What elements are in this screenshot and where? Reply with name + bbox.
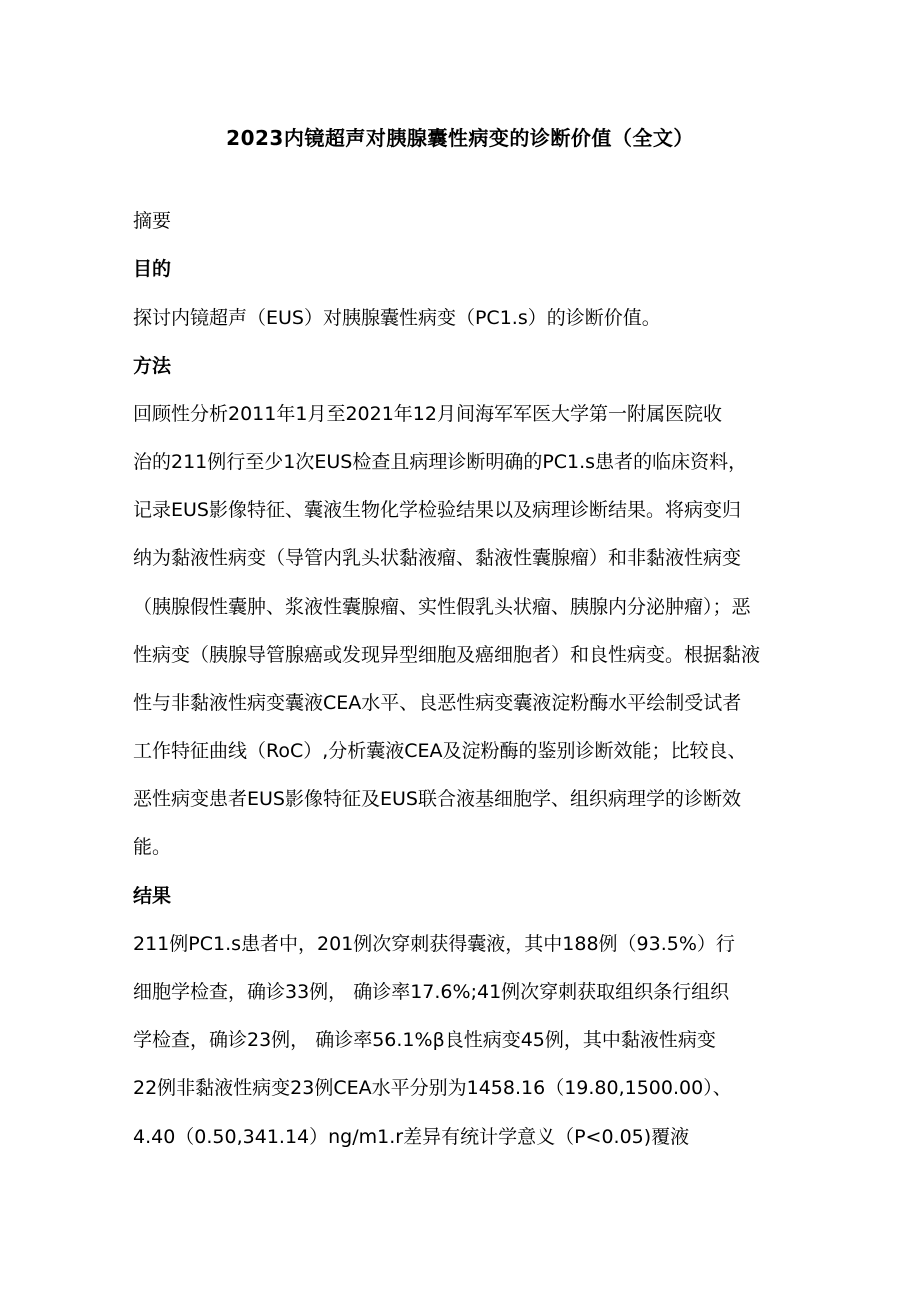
methods-line: 治的211例行至少1次EUS检查且病理诊断明确的PC1.s患者的临床资料，: [133, 451, 748, 473]
methods-heading: 方法: [133, 355, 172, 377]
methods-line: 工作特征曲线（RoC）,分析囊液CEA及淀粉酶的鉴别诊断效能；比较良、: [133, 740, 747, 762]
results-line: 学检查，确诊23例， 确诊率56.1%β良性病变45例，其中黏液性病变: [133, 1029, 716, 1051]
document-title: 2023内镜超声对胰腺囊性病变的诊断价值（全文）: [226, 126, 694, 150]
methods-line: （胰腺假性囊肿、浆液性囊腺瘤、实性假乳头状瘤、胰腺内分泌肿瘤）；恶: [133, 596, 751, 618]
methods-line: 性与非黏液性病变囊液CEA水平、良恶性病变囊液淀粉酶水平绘制受试者: [133, 692, 742, 714]
objective-line: 探讨内镜超声（EUS）对胰腺囊性病变（PC1.s）的诊断价值。: [133, 307, 661, 329]
methods-line: 纳为黏液性病变（导管内乳头状黏液瘤、黏液性囊腺瘤）和非黏液性病变: [133, 547, 742, 569]
methods-line: 记录EUS影像特征、囊液生物化学检验结果以及病理诊断结果。将病变归: [133, 499, 741, 521]
methods-line: 性病变（胰腺导管腺癌或发现异型细胞及癌细胞者）和良性病变。根据黏液: [133, 644, 761, 666]
results-line: 4.40（0.50,341.14）ng/m1.r差异有统计学意义（P<0.05)覆液: [133, 1126, 690, 1148]
methods-line: 回顾性分析2011年1月至2021年12月间海军军医大学第一附属医院收: [133, 403, 722, 425]
results-line: 22例非黏液性病变23例CEA水平分别为1458.16（19.80,1500.00）、: [133, 1077, 732, 1099]
abstract-label: 摘要: [133, 210, 172, 232]
results-line: 211例PC1.s患者中，201例次穿刺获得囊液，其中188例（93.5%）行: [133, 933, 735, 955]
results-line: 细胞学检查，确诊33例， 确诊率17.6%;41例次穿刺获取组织条行组织: [133, 981, 730, 1003]
results-heading: 结果: [133, 885, 172, 907]
methods-line: 能。: [133, 836, 172, 858]
methods-line: 恶性病变患者EUS影像特征及EUS联合液基细胞学、组织病理学的诊断效: [133, 788, 741, 810]
objective-heading: 目的: [133, 258, 172, 280]
